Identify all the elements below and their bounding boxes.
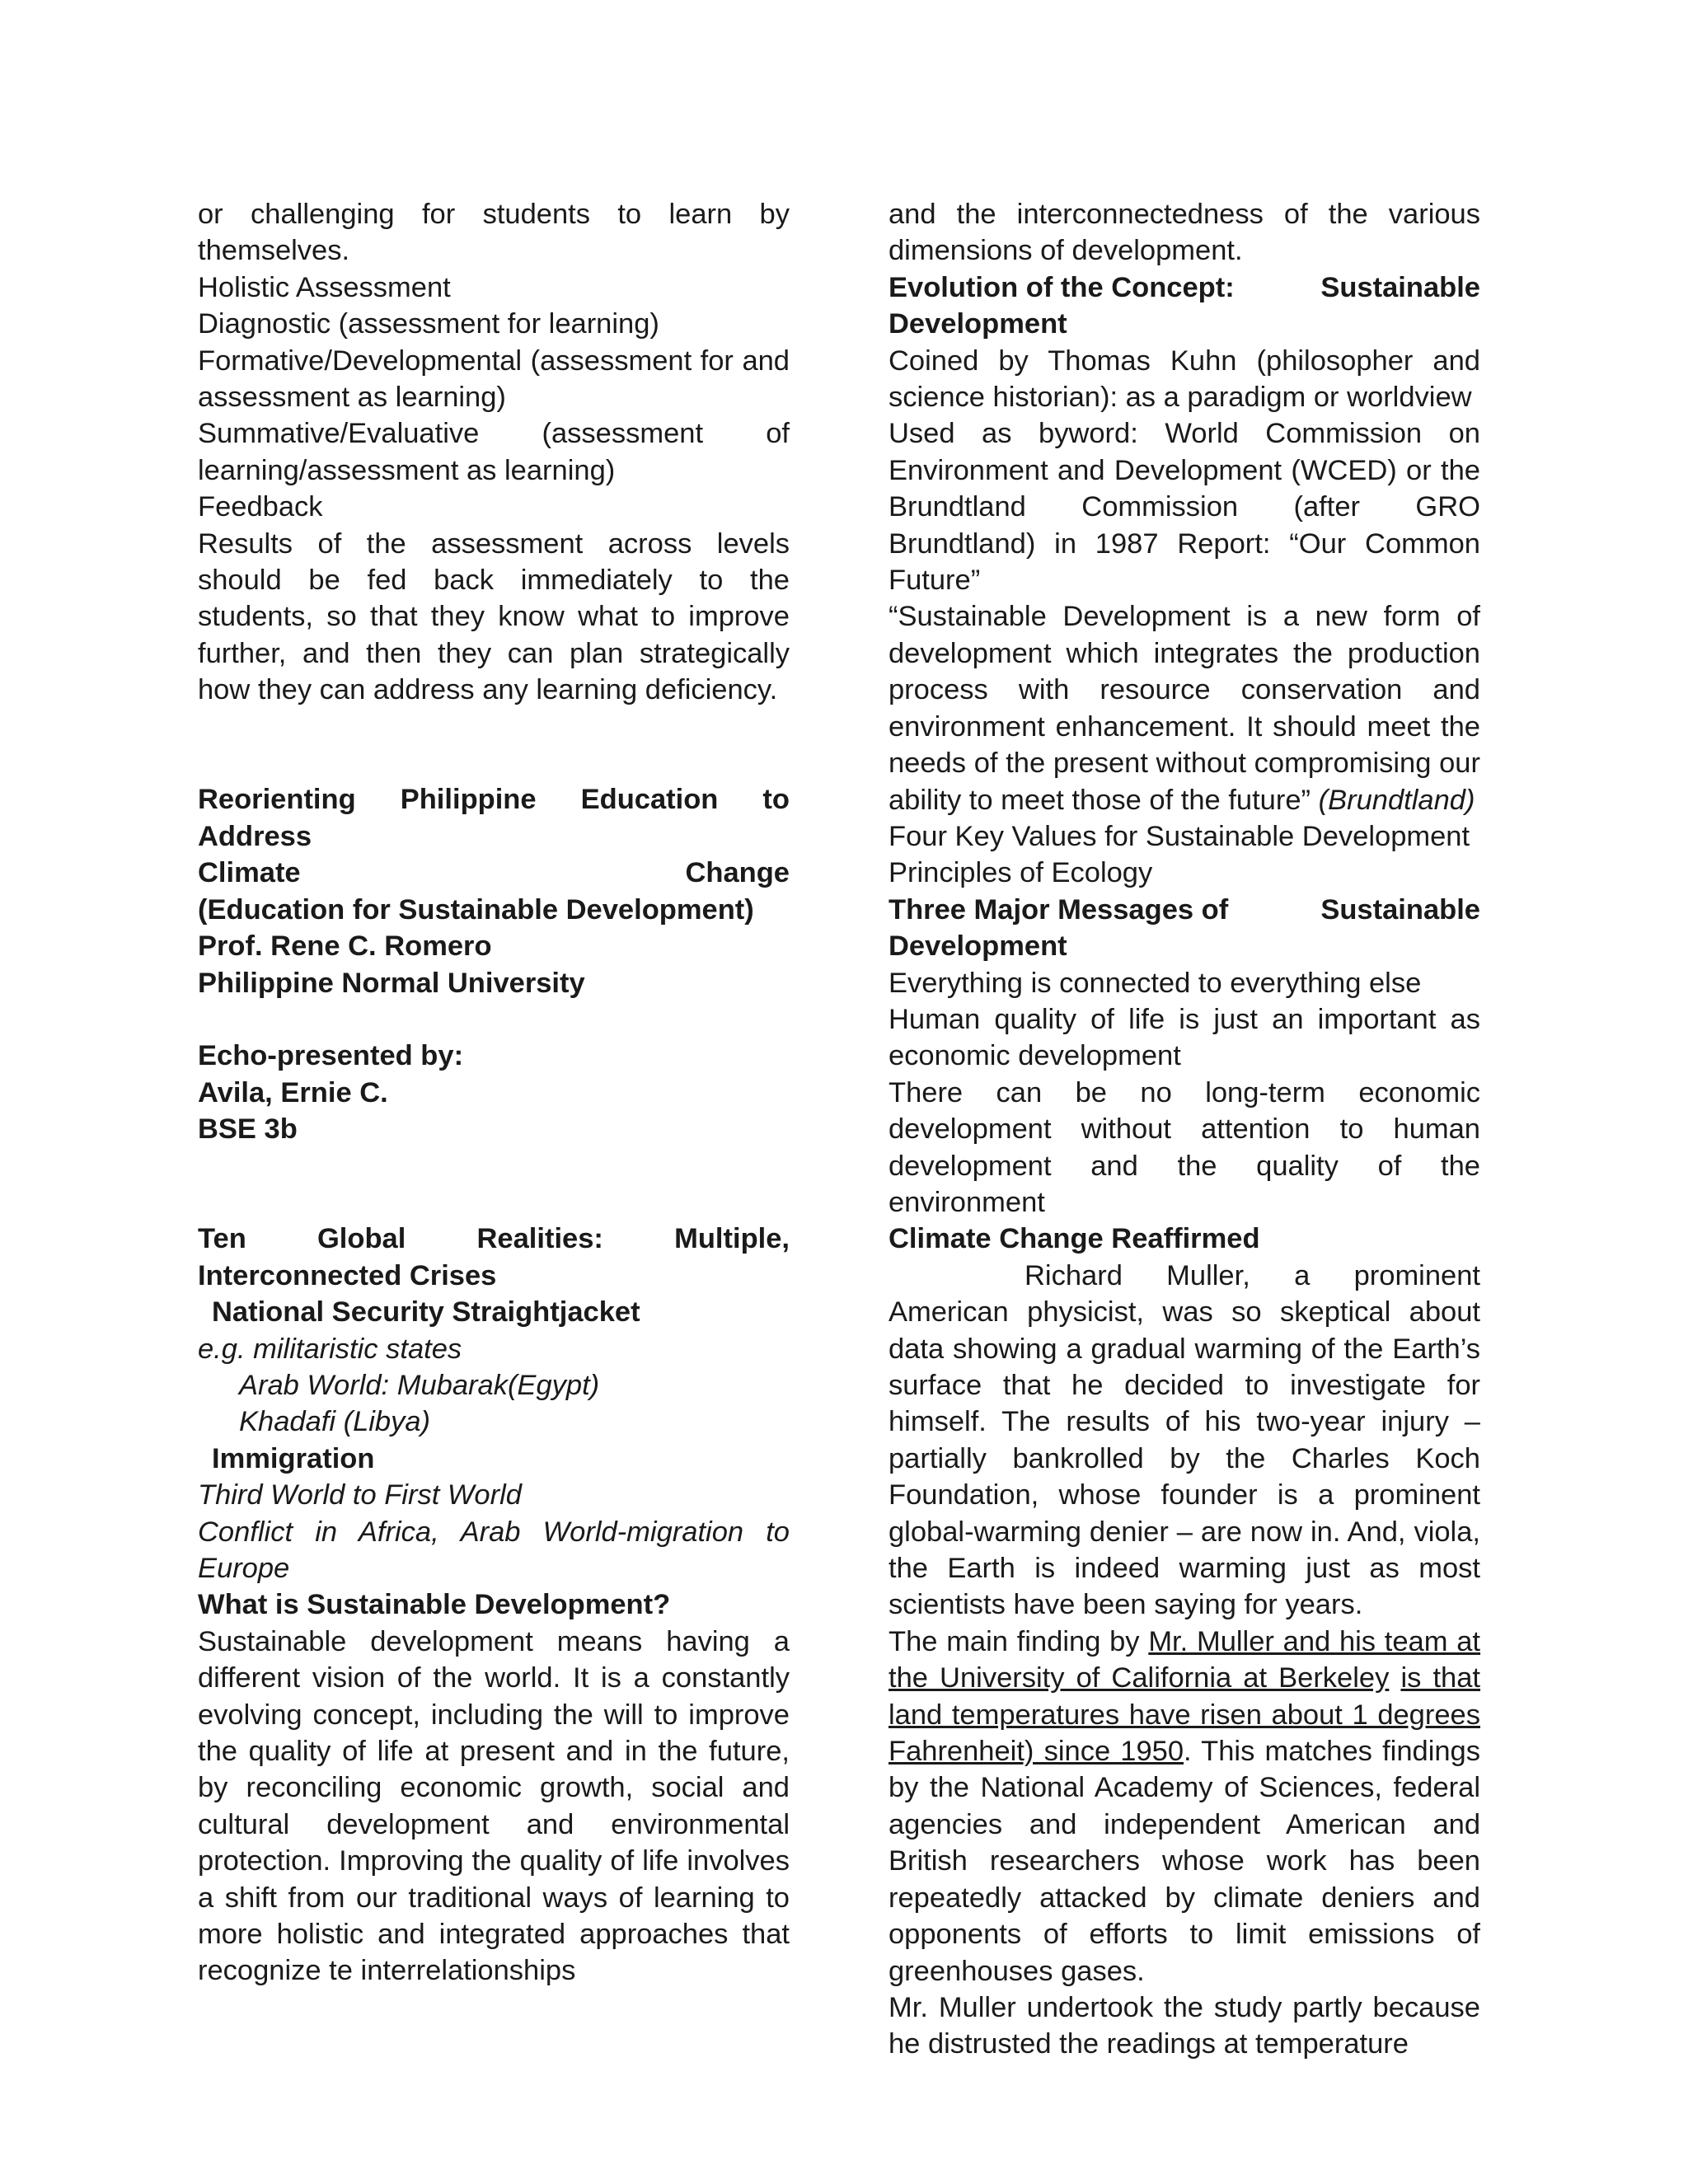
byword-paragraph: Used as byword: World Commission on Environment and Development (WCED) or the Brundtland Commission (after GRO Brundtland) in 1987 Report: “Our Common Future”: [889, 418, 1480, 597]
heading-part: Sustainable: [1320, 271, 1480, 303]
quote-text: “Sustainable Development is a new form of development which integrates the production process with resource conservation and environment enhancement. It should meet the needs of the present without compromising our ability to meet those of the future”: [889, 601, 1480, 816]
heading-part: Development: [889, 308, 1067, 340]
formative-item: Formative/Developmental (assessment for and assessment as learning): [198, 344, 790, 414]
messages-heading: [889, 892, 1480, 928]
finding-underlined: is that land temperatures have risen about 1 degrees Fahrenheit) since 1950: [889, 1662, 1480, 1768]
evolution-heading: [889, 269, 1480, 306]
realities-heading: Ten Global Realities: Multiple, Interconnected Crises: [198, 1223, 790, 1291]
talk-title-word: Change: [685, 857, 790, 889]
finding-underlined: Mr. Muller and his team at the University of California at Berkeley: [889, 1625, 1481, 1694]
summative-item: Summative/Evaluative (assessment of learning/assessment as learning): [198, 418, 790, 486]
quote-source: (Brundtland): [1318, 784, 1475, 816]
reality-example: Third World to First World: [198, 1479, 522, 1511]
climate-heading: Climate Change Reaffirmed: [889, 1223, 1260, 1255]
right-column: [889, 196, 1480, 2063]
feedback-paragraph: Results of the assessment across levels should be fed back immediately to the students, so that they know what to improve further, and then they can plan strategically how they can address any learning deficiency.: [198, 527, 790, 706]
continued-text: or challenging for students to learn by themselves.: [198, 199, 790, 267]
reality-item: National Security Straightjacket: [212, 1296, 640, 1329]
institution-name: Philippine Normal University: [198, 967, 585, 999]
talk-title-line2: [198, 855, 790, 891]
message-item: Everything is connected to everything else: [889, 967, 1422, 999]
message-item: Human quality of life is just an important as economic development: [889, 1003, 1480, 1072]
presenter-name: Avila, Ernie C.: [198, 1076, 388, 1108]
talk-subtitle: (Education for Sustainable Development): [198, 893, 754, 926]
study-paragraph: Mr. Muller undertook the study partly because he distrusted the readings at temperature: [889, 1991, 1480, 2060]
heading-part: Sustainable: [1320, 893, 1480, 926]
finding-lead: The main finding by: [889, 1625, 1149, 1657]
reality-example: Arab World: Mubarak(Egypt): [239, 1369, 600, 1401]
message-item: There can be no long-term economic development without attention to human development and the quality of the environment: [889, 1076, 1480, 1218]
kuhn-paragraph: Coined by Thomas Kuhn (philosopher and science historian): as a paradigm or worldview: [889, 344, 1480, 414]
diagnostic-item: Diagnostic (assessment for learning): [198, 308, 659, 340]
continued-text: and the interconnectedness of the various dimensions of development.: [889, 199, 1480, 267]
reality-example: e.g. militaristic states: [198, 1333, 462, 1365]
sd-heading: What is Sustainable Development?: [198, 1589, 671, 1621]
reality-example: Khadafi (Libya): [239, 1406, 431, 1438]
finding-paragraph: [889, 1624, 1480, 1990]
sd-paragraph: Sustainable development means having a different vision of the world. It is a constantly evolving concept, including the will to improve the quality of life at present and in the future, by reconciling economic growth, social and cultural development and environmental protection. Improving the quality of life involves a shift from our traditional ways of learning to more holistic and integrated approaches that recognize te interrelationships: [198, 1625, 790, 1987]
feedback-label: Feedback: [198, 491, 323, 523]
reality-example: Conflict in Africa, Arab World-migration to Europe: [198, 1516, 790, 1584]
finding-rest: . This matches findings by the National Academy of Sciences, federal agencies and independent American and British researchers whose work has been repeatedly attacked by climate deniers and opponents of efforts to limit emissions of greenhouses gases.: [889, 1736, 1480, 1987]
presenter-section: BSE 3b: [198, 1113, 298, 1146]
four-values: Four Key Values for Sustainable Development: [889, 820, 1470, 852]
reality-item: Immigration: [212, 1442, 375, 1474]
echo-label: Echo-presented by:: [198, 1040, 464, 1072]
heading-part: Development: [889, 930, 1067, 963]
ecology-principles: Principles of Ecology: [889, 857, 1153, 889]
talk-title: Reorienting Philippine Education to Address: [198, 784, 790, 852]
finding-space: [1389, 1662, 1400, 1694]
heading-part: Three Major Messages of: [889, 893, 1229, 926]
holistic-assessment: Holistic Assessment: [198, 271, 451, 303]
brundtland-quote: [889, 598, 1480, 818]
heading-part: Evolution of the Concept:: [889, 271, 1235, 303]
left-column: [198, 196, 790, 1990]
climate-paragraph: Richard Muller, a prominent American physicist, was so skeptical about data showing a gradual warming of the Earth’s surface that he decided to investigate for himself. The results of his two-year injury – partially bankrolled by the Charles Koch Foundation, whose founder is a prominent global-warming denier – are now in. And, viola, the Earth is indeed warming just as most scientists have been saying for years.: [889, 1259, 1480, 1621]
talk-title-word: Climate: [198, 857, 301, 889]
author-name: Prof. Rene C. Romero: [198, 930, 492, 963]
